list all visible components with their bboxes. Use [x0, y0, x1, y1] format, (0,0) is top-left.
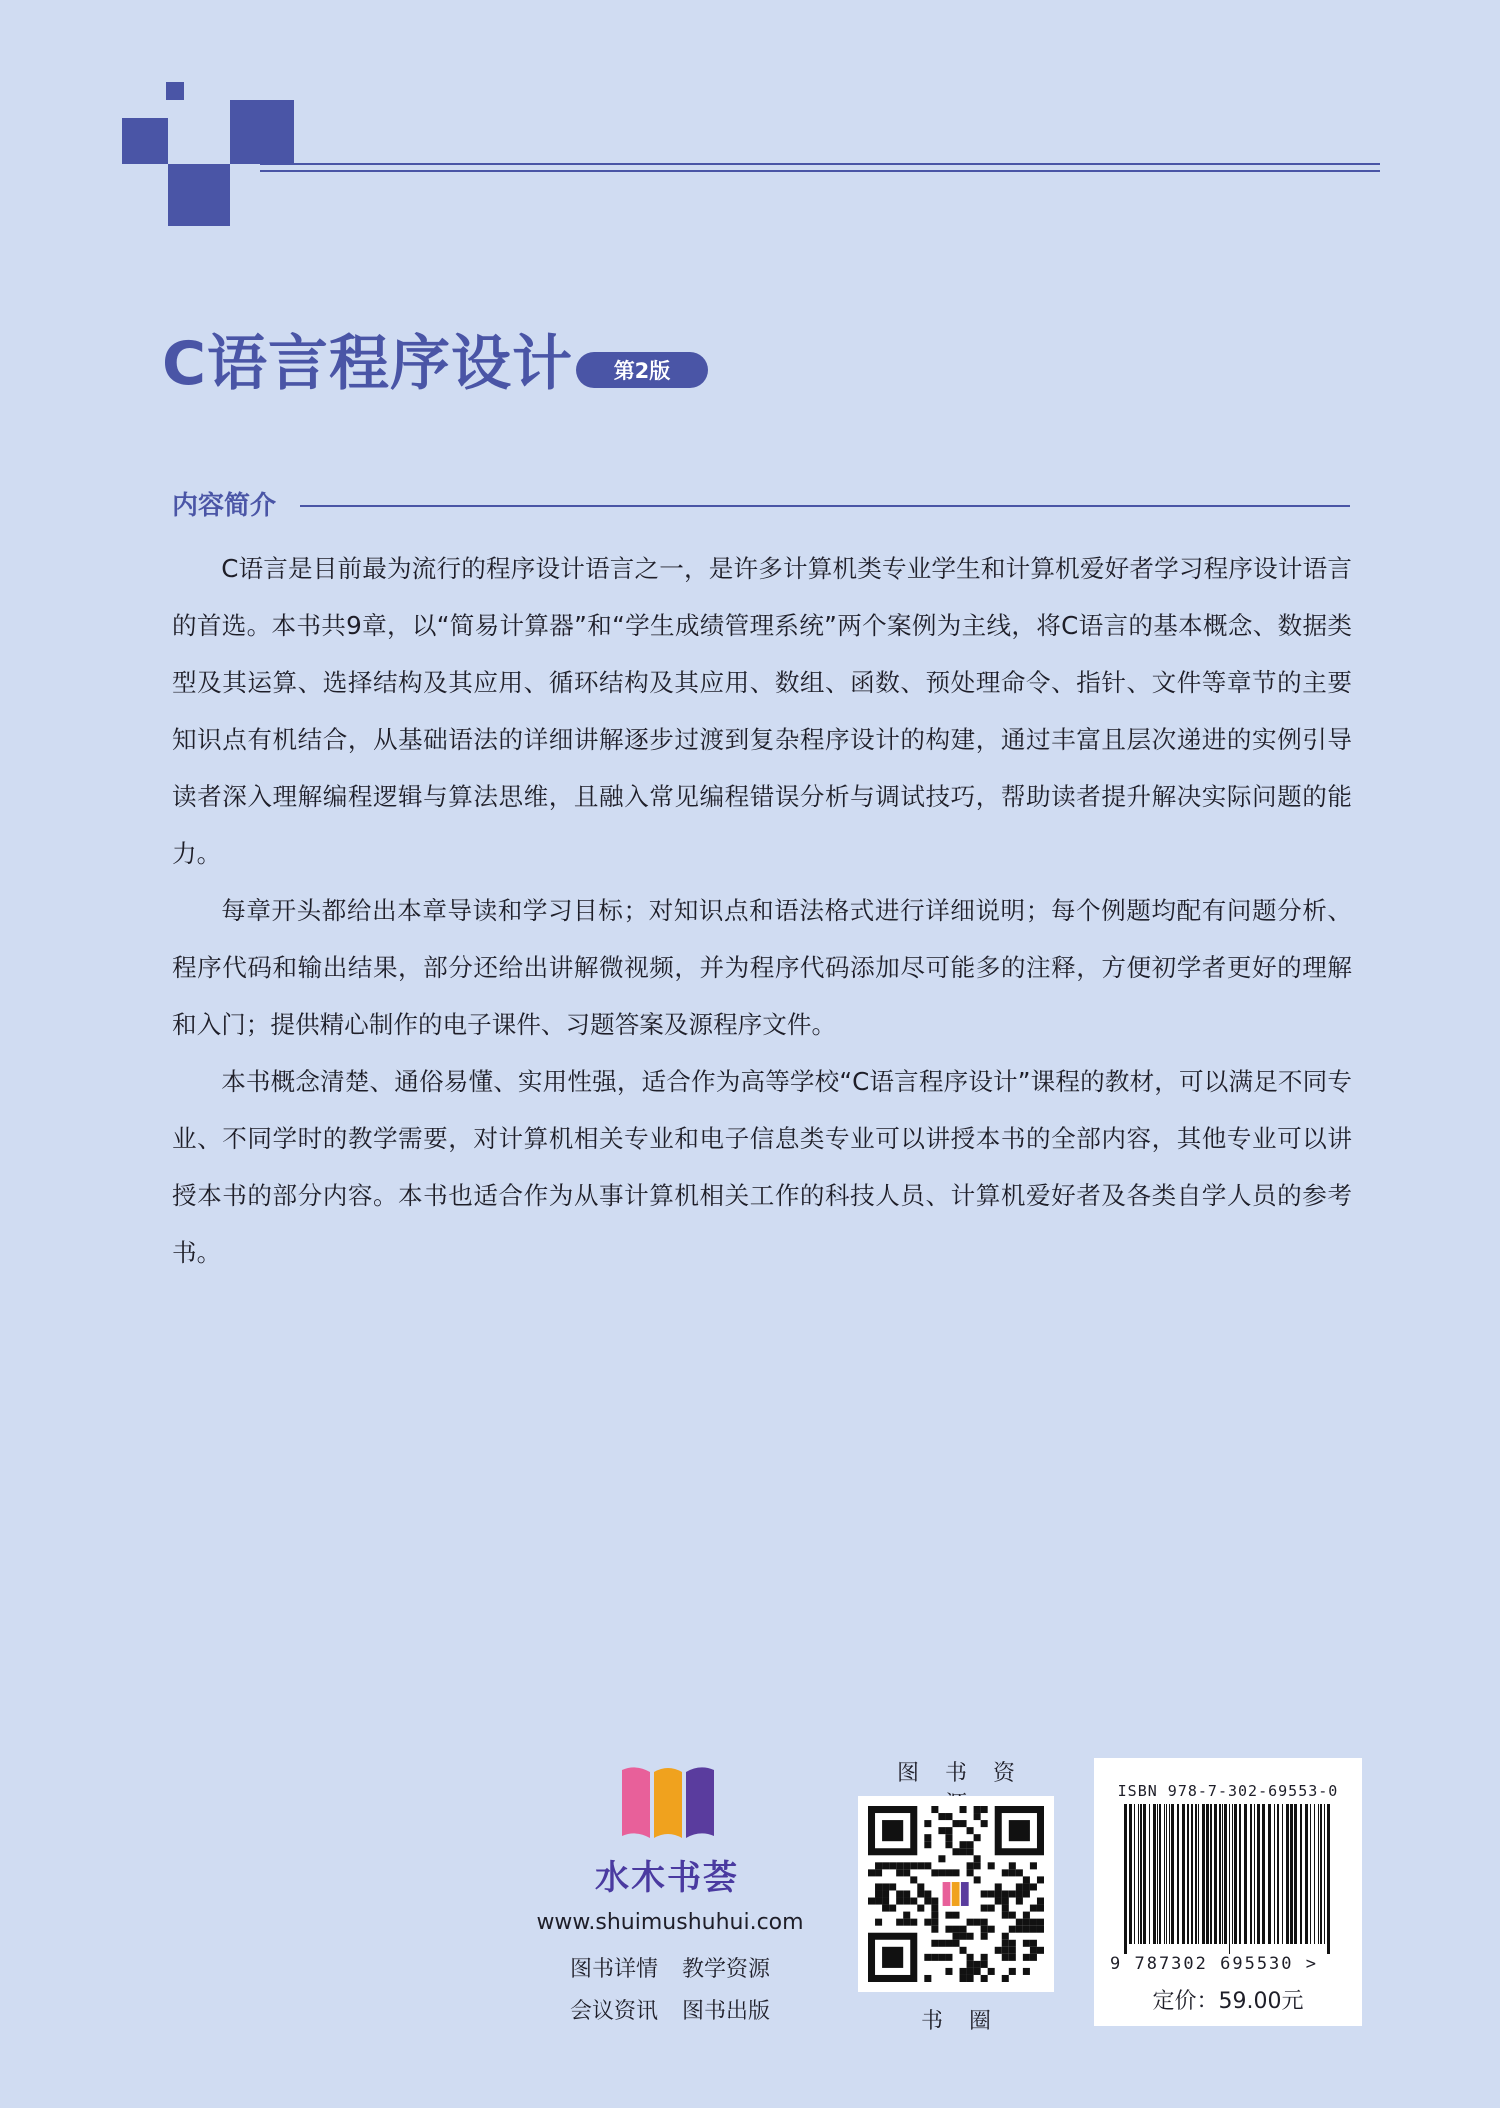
section-title: 内容简介 — [172, 491, 277, 521]
section-rule — [300, 505, 1350, 507]
barcode-icon — [1124, 1804, 1334, 1954]
intro-paragraph-2: 每章开头都给出本章导读和学习目标；对知识点和语法格式进行详细说明；每个例题均配有问题分析、程序代码和输出结果，部分还给出讲解微视频，并为程序代码添加尽可能多的注释，方便初学者更好的理解和入门；提供精心制作的电子课件、习题答案及源程序文件。 — [172, 896, 1352, 1039]
deco-square-bottom — [168, 164, 230, 226]
link-teaching-resources[interactable]: 教学资源 — [682, 1957, 771, 1982]
qr-label-bottom: 书圈 — [920, 2009, 1017, 2034]
deco-line-bottom — [260, 170, 1380, 172]
qr-label-top: 图书资 — [896, 1761, 1041, 1786]
publisher-links-row-1 — [540, 1952, 800, 1983]
publisher-website[interactable]: www.shuimushuhui.com — [536, 1910, 804, 1935]
deco-square-left — [122, 118, 168, 164]
book-title: C语言程序设计 — [162, 329, 574, 399]
barcode-digits: 9 787302 695530 > — [1110, 1954, 1318, 1974]
publisher-name: 水木书荟 — [595, 1858, 739, 1898]
barcode-panel — [1094, 1758, 1362, 2026]
isbn-text: ISBN 978-7-302-69553-0 — [1117, 1782, 1339, 1800]
price: 定价：59.00元 — [1152, 1989, 1304, 2014]
publisher-logo-icon — [620, 1764, 716, 1840]
deco-square-small — [166, 82, 184, 100]
edition-badge: 第2版 — [576, 352, 708, 388]
link-conference-news[interactable]: 会议资讯 — [569, 1999, 658, 2024]
publisher-links-row-2 — [540, 1994, 800, 2025]
link-book-publishing[interactable]: 图书出版 — [682, 1999, 771, 2024]
qr-code-icon — [868, 1806, 1044, 1982]
link-book-details[interactable]: 图书详情 — [569, 1957, 658, 1982]
intro-body — [172, 540, 1352, 1281]
intro-paragraph-3: 本书概念清楚、通俗易懂、实用性强，适合作为高等学校“C语言程序设计”课程的教材，可以满足不同专业、不同学时的教学需要，对计算机相关专业和电子信息类专业可以讲授本书的全部内容，其他专业可以讲授本书的部分内容。本书也适合作为从事计算机相关工作的科技人员、计算机爱好者及各类自学人员的参考书。 — [172, 1067, 1352, 1267]
deco-line-top — [260, 163, 1380, 165]
intro-paragraph-1: C语言是目前最为流行的程序设计语言之一，是许多计算机类专业学生和计算机爱好者学习程序设计语言的首选。本书共9章，以“简易计算器”和“学生成绩管理系统”两个案例为主线，将C语言的基本概念、数据类型及其运算、选择结构及其应用、循环结构及其应用、数组、函数、预处理命令、指针、文件等章节的主要知识点有机结合，从基础语法的详细讲解逐步过渡到复杂程序设计的构建，通过丰富且层次递进的实例引导读者深入理解编程逻辑与算法思维，且融入常见编程错误分析与调试技巧，帮助读者提升解决实际问题的能力。 — [172, 554, 1352, 868]
qr-code[interactable] — [858, 1796, 1054, 1992]
deco-square-right — [230, 100, 294, 164]
